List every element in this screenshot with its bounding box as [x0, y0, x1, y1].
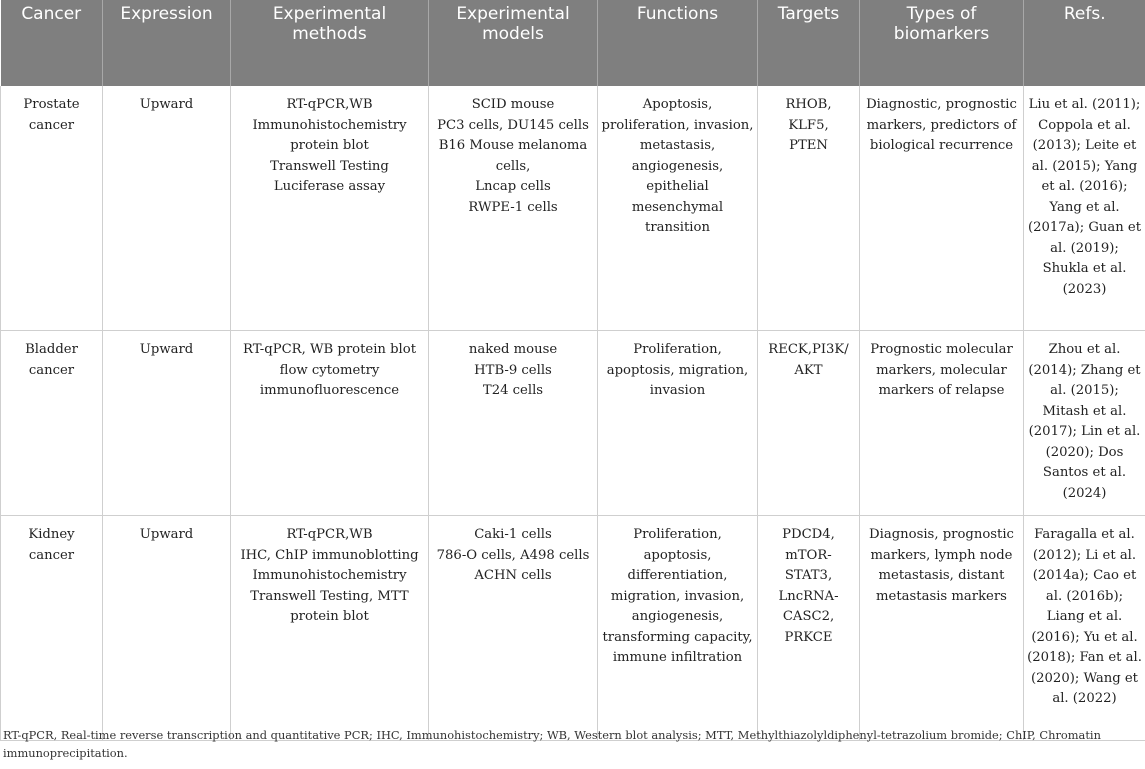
table-footnote: RT-qPCR, Real-time reverse transcription and quantitative PCR; IHC, Immunohistochemistry; WB, Western blot analysis; MTT, Methylthiazolyldiphenyl-tetrazolium bromide; ChIP, Chromatin immunoprecipitation.: [3, 728, 1101, 760]
cell-functions: Apoptosis, proliferation, invasion, metastasis, angiogenesis, epithelial mesenchymal transition: [598, 86, 758, 331]
cell-functions: Proliferation, apoptosis, differentiation, migration, invasion, angiogenesis, transforming capacity, immune infiltration: [598, 516, 758, 741]
cell-refs: Faragalla et al. (2012); Li et al. (2014a); Cao et al. (2016b); Liang et al. (2016); Yu et al. (2018); Fan et al. (2020); Wang et al. (2022): [1024, 516, 1145, 741]
cell-cancer: Prostate cancer: [1, 86, 103, 331]
header-experimental-models: Experimental models: [429, 0, 598, 86]
header-types-of-biomarkers: Types of biomarkers: [860, 0, 1024, 86]
cell-targets: RHOB, KLF5, PTEN: [758, 86, 860, 331]
cell-targets: PDCD4, mTOR- STAT3, LncRNA- CASC2, PRKCE: [758, 516, 860, 741]
cell-refs: Liu et al. (2011); Coppola et al. (2013); Leite et al. (2015); Yang et al. (2016); Yang et al. (2017a); Guan et al. (2019); Shukla et al. (2023): [1024, 86, 1145, 331]
header-functions: Functions: [598, 0, 758, 86]
table-row: [1, 516, 1145, 741]
cell-models: Caki-1 cells 786-O cells, A498 cells ACHN cells: [429, 516, 598, 741]
cell-refs: Zhou et al. (2014); Zhang et al. (2015); Mitash et al. (2017); Lin et al. (2020); Dos Santos et al. (2024): [1024, 331, 1145, 516]
cell-biomarkers: Prognostic molecular markers, molecular markers of relapse: [860, 331, 1024, 516]
cell-models: SCID mouse PC3 cells, DU145 cells B16 Mouse melanoma cells, Lncap cells RWPE-1 cells: [429, 86, 598, 331]
header-expression: Expression: [103, 0, 231, 86]
cell-functions: Proliferation, apoptosis, migration, invasion: [598, 331, 758, 516]
table-row: [1, 331, 1145, 516]
header-targets: Targets: [758, 0, 860, 86]
header-experimental-methods: Experimental methods: [231, 0, 429, 86]
cell-expression: Upward: [103, 331, 231, 516]
cell-biomarkers: Diagnosis, prognostic markers, lymph node metastasis, distant metastasis markers: [860, 516, 1024, 741]
table-header-row: [1, 0, 1145, 86]
cell-biomarkers: Diagnostic, prognostic markers, predictors of biological recurrence: [860, 86, 1024, 331]
cell-cancer: Kidney cancer: [1, 516, 103, 741]
cell-cancer: Bladder cancer: [1, 331, 103, 516]
cell-targets: RECK,PI3K/ AKT: [758, 331, 860, 516]
cell-methods: RT-qPCR,WB IHC, ChIP immunoblotting Immunohistochemistry Transwell Testing, MTT protein blot: [231, 516, 429, 741]
cell-methods: RT-qPCR,WB Immunohistochemistry protein blot Transwell Testing Luciferase assay: [231, 86, 429, 331]
header-refs: Refs.: [1024, 0, 1145, 86]
cell-models: naked mouse HTB-9 cells T24 cells: [429, 331, 598, 516]
table-row: [1, 86, 1145, 331]
cell-methods: RT-qPCR, WB protein blot flow cytometry immunofluorescence: [231, 331, 429, 516]
cell-expression: Upward: [103, 516, 231, 741]
cell-expression: Upward: [103, 86, 231, 331]
header-cancer: Cancer: [1, 0, 103, 86]
